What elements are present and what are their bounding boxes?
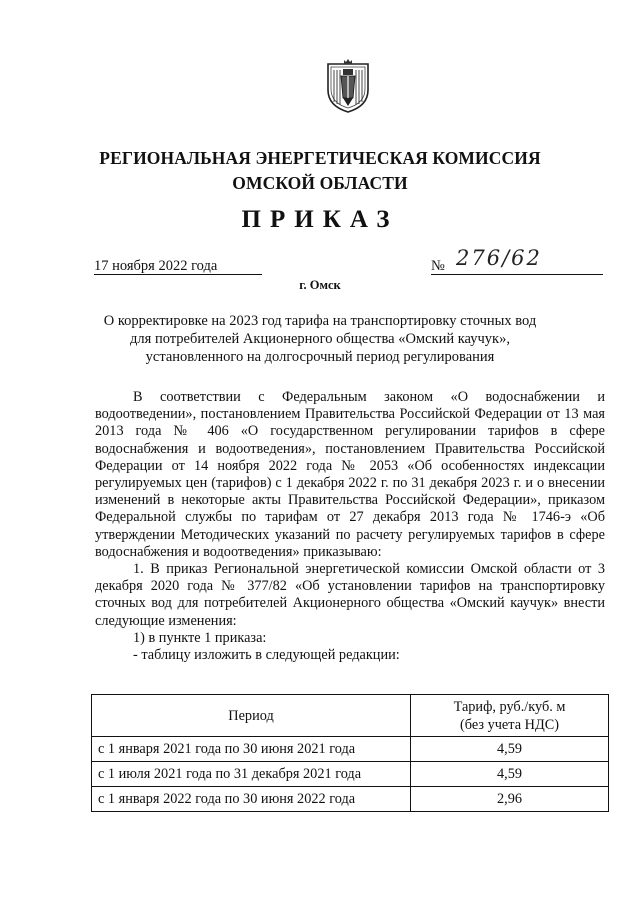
- item-1-1-a-paragraph: - таблицу изложить в следующей редакции:: [133, 647, 400, 664]
- row-tariff: 2,96: [411, 787, 609, 812]
- organization-line-1: РЕГИОНАЛЬНАЯ ЭНЕРГЕТИЧЕСКАЯ КОМИССИЯ: [99, 148, 541, 168]
- item-1-paragraph: 1. В приказ Региональной энергетической комиссии Омской области от 3 декабря 2020 года № 377/82 «Об установлении тарифов на транспортировку сточных вод для потребителей Акционерного общества «Омский каучук» внести следующие изменения:: [95, 561, 605, 629]
- number-label: №: [431, 258, 445, 274]
- organization-name: [0, 146, 640, 196]
- document-type-title: ПРИКАЗ: [241, 206, 399, 233]
- number-underline: [431, 274, 603, 275]
- preamble-paragraph: В соответствии с Федеральным законом «О водоснабжении и водоотведении», постановлением Правительства Российской Федерации от 13 мая 2013 года № 406 «О государственном регулировании тарифов в сфере водоснабжения и водоотведения», постановлением Правительства Российской Федерации от 14 ноября 2022 года № 2053 «Об особенностях индексации регулируемых цен (тарифов) с 1 декабря 2022 г. по 31 декабря 2023 г. и о внесении изменений в некоторые акты Правительства Российской Федерации», приказом Федеральной службы по тарифам от 27 декабря 2013 года № 1746-э «Об утверждении Методических указаний по расчету регулируемых тарифов в сфере водоснабжения и водоотведения» приказываю:: [95, 389, 605, 560]
- header-period: Период: [92, 695, 411, 737]
- document-subject: [100, 312, 540, 366]
- row-tariff: 4,59: [411, 737, 609, 762]
- header-tariff-line-1: Тариф, руб./куб. м: [453, 698, 566, 715]
- tariff-table: [91, 694, 609, 812]
- row-period: с 1 января 2022 года по 30 июня 2022 года: [92, 787, 411, 812]
- table-row: [92, 737, 609, 762]
- date-underline: [94, 274, 262, 275]
- row-period: с 1 июля 2021 года по 31 декабря 2021 года: [92, 762, 411, 787]
- document-number: 276/62: [456, 246, 542, 270]
- table-header-row: [92, 695, 609, 737]
- document-date: 17 ноября 2022 года: [94, 258, 218, 274]
- table-row: [92, 762, 609, 787]
- table-row: [92, 787, 609, 812]
- coat-of-arms-icon: [326, 58, 370, 114]
- subject-line-1: О корректировке на 2023 год тарифа на транспортировку сточных вод: [103, 313, 537, 329]
- row-tariff: 4,59: [411, 762, 609, 787]
- subject-line-3: установленного на долгосрочный период регулирования: [145, 349, 495, 365]
- document-body: [95, 389, 605, 664]
- item-1-1-paragraph: 1) в пункте 1 приказа:: [133, 629, 267, 646]
- header-tariff: [411, 695, 609, 737]
- row-period: с 1 января 2021 года по 30 июня 2021 года: [92, 737, 411, 762]
- organization-line-2: ОМСКОЙ ОБЛАСТИ: [232, 173, 408, 193]
- header-tariff-line-2: (без учета НДС): [460, 716, 559, 733]
- subject-line-2: для потребителей Акционерного общества «Омский каучук»,: [130, 331, 510, 347]
- city-label: г. Омск: [299, 278, 341, 292]
